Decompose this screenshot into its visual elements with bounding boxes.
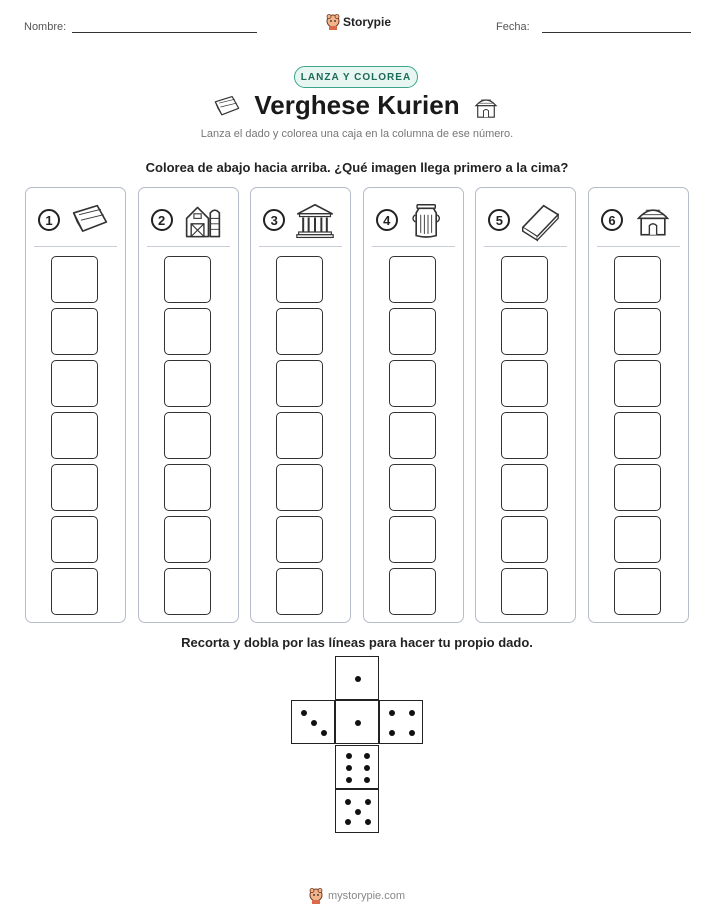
footer xyxy=(0,888,714,904)
brand-name: Storypie xyxy=(343,15,392,29)
color-box[interactable] xyxy=(276,516,323,563)
die-pip xyxy=(311,720,317,726)
die-face-6 xyxy=(335,745,379,789)
color-box[interactable] xyxy=(614,308,661,355)
color-box[interactable] xyxy=(389,464,436,511)
die-face-4 xyxy=(379,700,423,744)
die-pip xyxy=(389,730,395,736)
instruction-bottom: Recorta y dobla por las líneas para hacer tu propio dado. xyxy=(181,635,533,650)
die-pip xyxy=(345,819,351,825)
color-box[interactable] xyxy=(276,568,323,615)
column-number: 6 xyxy=(601,209,623,231)
date-label: Fecha: xyxy=(496,21,530,33)
color-box[interactable] xyxy=(389,256,436,303)
color-box[interactable] xyxy=(614,412,661,459)
color-box[interactable] xyxy=(276,360,323,407)
color-box[interactable] xyxy=(501,308,548,355)
hut-icon xyxy=(472,93,500,121)
die-pip xyxy=(346,765,352,771)
column-header xyxy=(484,196,567,247)
color-box[interactable] xyxy=(276,256,323,303)
column-4 xyxy=(363,187,464,623)
color-box[interactable] xyxy=(501,516,548,563)
museum-icon xyxy=(293,202,337,242)
color-box[interactable] xyxy=(164,360,211,407)
color-box[interactable] xyxy=(51,464,98,511)
die-pip xyxy=(355,809,361,815)
instruction-top: Colorea de abajo hacia arriba. ¿Qué imagen llega primero a la cima? xyxy=(145,160,569,175)
color-box[interactable] xyxy=(389,360,436,407)
color-box[interactable] xyxy=(51,360,98,407)
column-header xyxy=(597,196,680,247)
column-number: 5 xyxy=(488,209,510,231)
color-box[interactable] xyxy=(164,412,211,459)
color-box[interactable] xyxy=(501,464,548,511)
color-box[interactable] xyxy=(164,464,211,511)
die-face-5 xyxy=(335,789,379,833)
color-box[interactable] xyxy=(614,256,661,303)
color-box[interactable] xyxy=(276,412,323,459)
color-box[interactable] xyxy=(164,256,211,303)
column-1 xyxy=(25,187,126,623)
column-5 xyxy=(475,187,576,623)
column-2 xyxy=(138,187,239,623)
die-pip xyxy=(301,710,307,716)
color-box[interactable] xyxy=(389,308,436,355)
page-title: Verghese Kurien xyxy=(254,90,460,120)
die-face-1 xyxy=(335,656,379,700)
date-input-line[interactable] xyxy=(542,32,691,33)
book-icon xyxy=(518,202,562,242)
column-6 xyxy=(588,187,689,623)
color-box[interactable] xyxy=(389,516,436,563)
color-box[interactable] xyxy=(614,516,661,563)
die-pip xyxy=(409,710,415,716)
die-pip xyxy=(321,730,327,736)
die-pip xyxy=(365,819,371,825)
milk-packet-icon xyxy=(68,202,112,242)
color-box[interactable] xyxy=(276,464,323,511)
column-header xyxy=(372,196,455,247)
column-number: 1 xyxy=(38,209,60,231)
die-pip xyxy=(389,710,395,716)
column-number: 4 xyxy=(376,209,398,231)
color-box[interactable] xyxy=(164,568,211,615)
color-box[interactable] xyxy=(164,308,211,355)
die-face-3 xyxy=(291,700,335,744)
color-box[interactable] xyxy=(276,308,323,355)
color-box[interactable] xyxy=(501,568,548,615)
color-box[interactable] xyxy=(614,568,661,615)
die-pip xyxy=(364,765,370,771)
storypie-mascot-icon xyxy=(326,14,340,30)
die-pip xyxy=(355,720,361,726)
color-box[interactable] xyxy=(51,516,98,563)
die-pip xyxy=(355,676,361,682)
die-pip xyxy=(409,730,415,736)
color-box[interactable] xyxy=(501,360,548,407)
color-box[interactable] xyxy=(51,256,98,303)
column-number: 2 xyxy=(151,209,173,231)
color-box[interactable] xyxy=(614,360,661,407)
color-box[interactable] xyxy=(164,516,211,563)
column-header xyxy=(259,196,342,247)
brand-logo xyxy=(326,14,391,30)
die-pip xyxy=(364,777,370,783)
color-box[interactable] xyxy=(51,412,98,459)
die-face-1 xyxy=(335,700,379,744)
color-box[interactable] xyxy=(51,568,98,615)
color-box[interactable] xyxy=(389,412,436,459)
barn-icon xyxy=(181,202,225,242)
color-box[interactable] xyxy=(501,256,548,303)
die-pip xyxy=(346,777,352,783)
hut-icon xyxy=(631,202,675,242)
footer-url: mystorypie.com xyxy=(327,890,406,902)
name-input-line[interactable] xyxy=(72,32,257,33)
page-subtitle: Lanza el dado y colorea una caja en la columna de ese número. xyxy=(200,128,514,140)
storypie-mascot-icon xyxy=(309,888,323,904)
column-3 xyxy=(250,187,351,623)
die-pip xyxy=(365,799,371,805)
die-pip xyxy=(345,799,351,805)
column-number: 3 xyxy=(263,209,285,231)
die-pip xyxy=(346,753,352,759)
color-box[interactable] xyxy=(614,464,661,511)
column-header xyxy=(147,196,230,247)
die-pip xyxy=(364,753,370,759)
color-box[interactable] xyxy=(389,568,436,615)
milk-can-icon xyxy=(406,202,450,242)
color-box[interactable] xyxy=(501,412,548,459)
name-label: Nombre: xyxy=(24,21,67,33)
color-box[interactable] xyxy=(51,308,98,355)
activity-badge: LANZA Y COLOREA xyxy=(294,66,418,88)
column-header xyxy=(34,196,117,247)
